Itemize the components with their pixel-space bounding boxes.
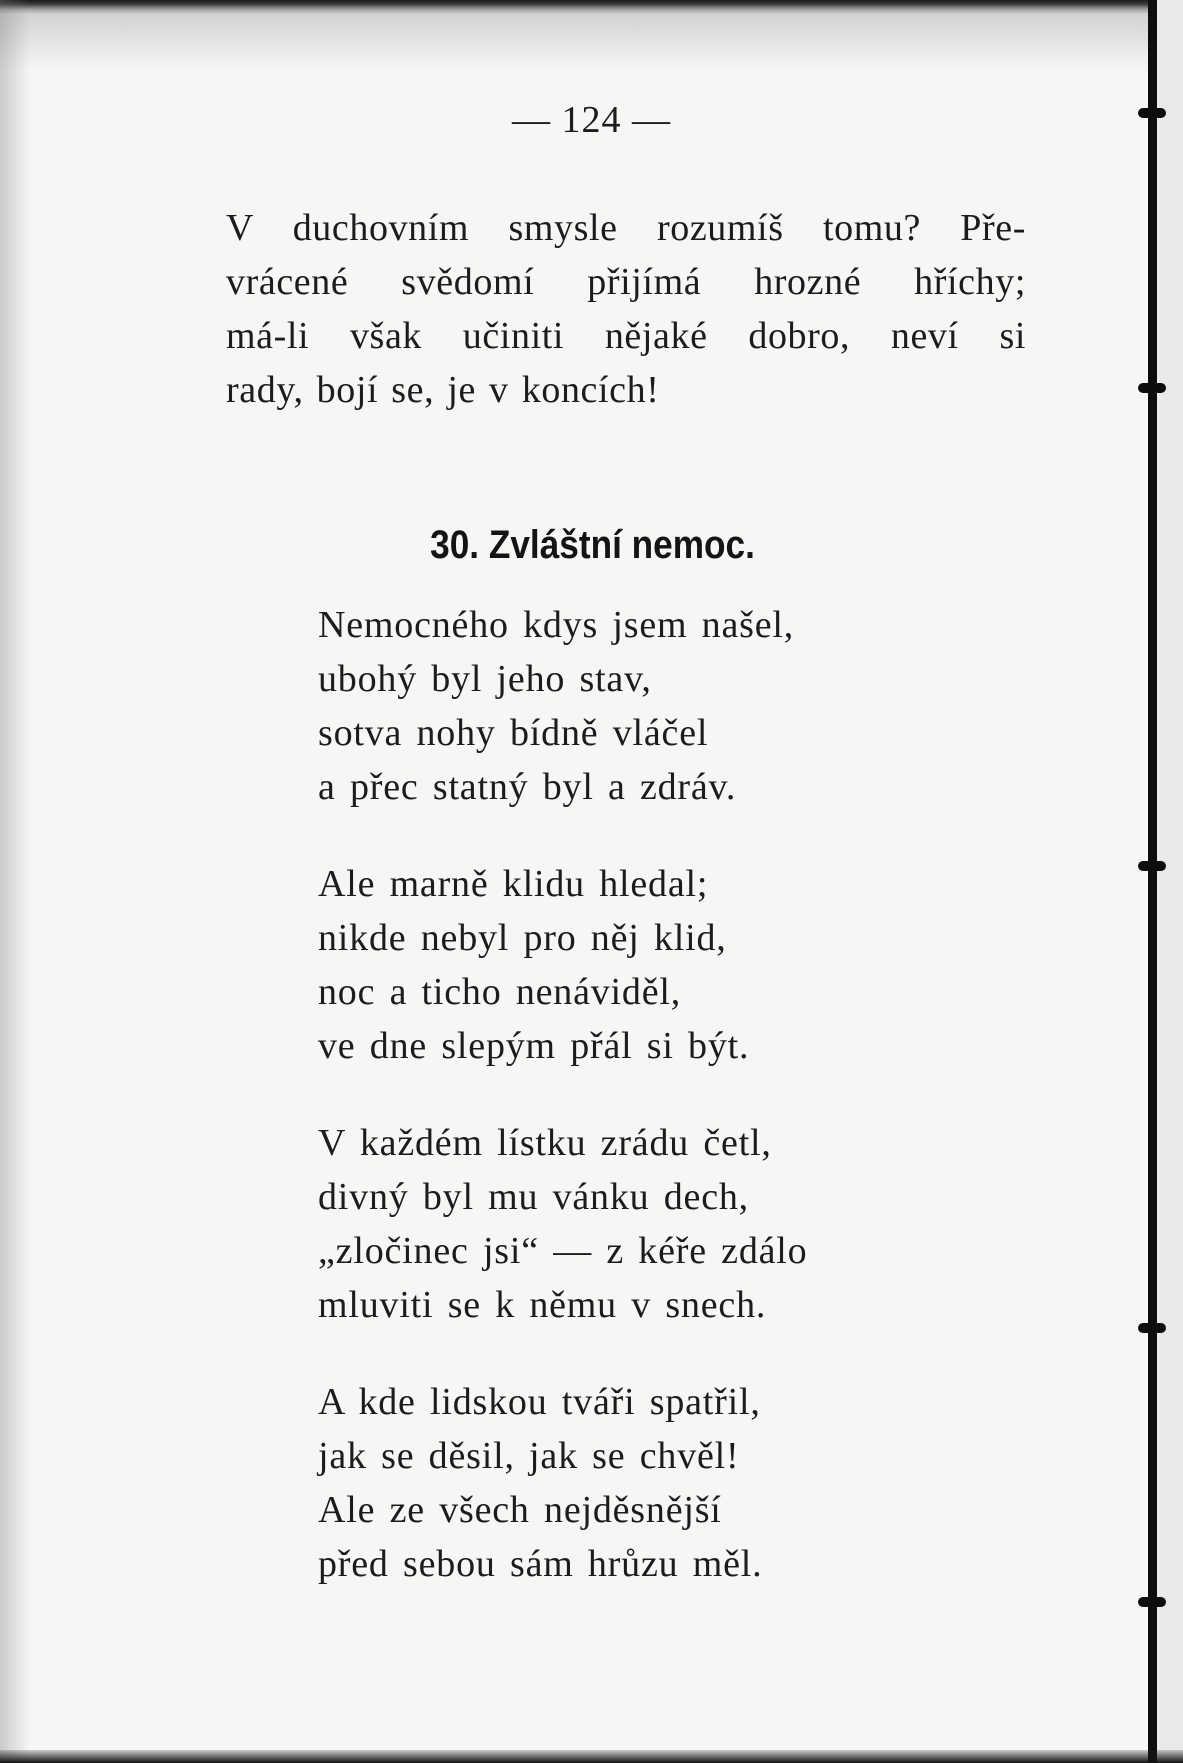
prose-line: V duchovním smysle rozumíš tomu? Pře- [226,207,1026,249]
scan-left-shadow [0,0,30,1763]
poem-title: 30. Zvláštní nemoc. [430,523,755,567]
page-number: — 124 — [512,99,671,141]
verse-line: divný byl mu vánku dech, [318,1176,749,1218]
verse-line: sotva nohy bídně vláčel [318,712,709,754]
verse-line: jak se děsil, jak se chvěl! [318,1435,740,1477]
binding-mark [1138,1597,1166,1607]
verse-line: Ale marně klidu hledal; [318,863,709,905]
book-binding-edge [1148,0,1157,1763]
scan-top-shadow [0,10,1183,70]
binding-mark [1138,861,1166,871]
prose-line: má-li však učiniti nějaké dobro, neví si [226,315,1026,357]
prose-line: rady, bojí se, je v koncích! [226,369,660,411]
prose-line: vrácené svědomí přijímá hrozné hříchy; [226,261,1026,303]
verse-line: ubohý byl jeho stav, [318,658,652,700]
verse-line: „zločinec jsi“ — z kéře zdálo [318,1230,808,1272]
verse-line: a přec statný byl a zdráv. [318,766,737,808]
verse-line: mluviti se k němu v snech. [318,1284,767,1326]
verse-line: Nemocného kdys jsem našel, [318,604,795,646]
binding-mark [1138,1323,1166,1333]
verse-line: V každém lístku zrádu četl, [318,1122,772,1164]
binding-mark [1138,383,1166,393]
scan-bottom-edge [0,1750,1183,1763]
verse-line: Ale ze všech nejděsnější [318,1489,722,1531]
verse-line: před sebou sám hrůzu měl. [318,1543,763,1585]
verse-line: noc a ticho nenáviděl, [318,971,682,1013]
scan-right-margin [1157,0,1183,1763]
verse-line: nikde nebyl pro něj klid, [318,917,727,959]
verse-line: ve dne slepým přál si být. [318,1025,750,1067]
verse-line: A kde lidskou tváři spatřil, [318,1381,761,1423]
